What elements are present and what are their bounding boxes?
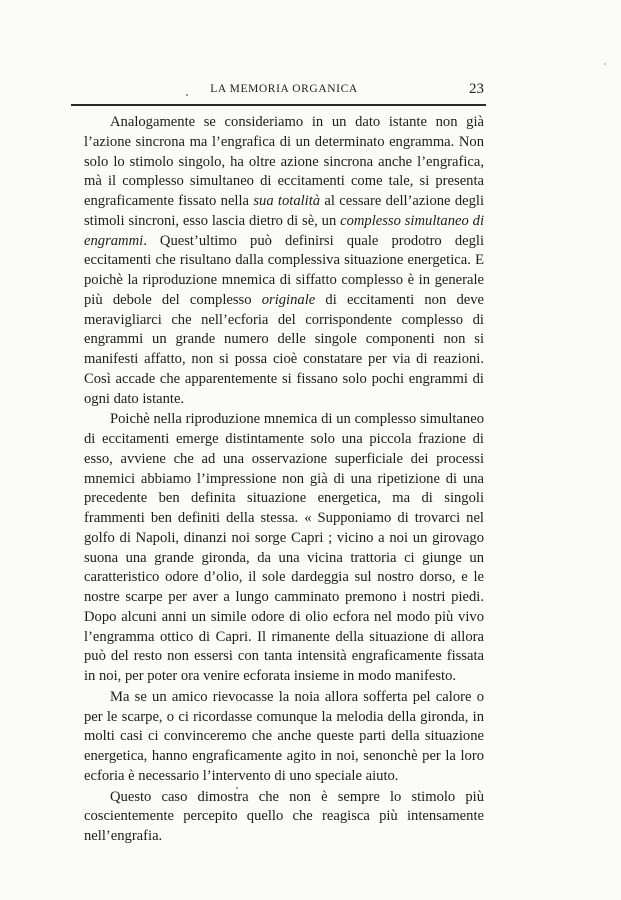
italic-run: originale: [261, 291, 316, 308]
text-run: Ma se un amico rievocasse la noia allora sofferta pel calore o per le scarpe, o ci ricordasse comunque la melodia della gironda, in molti casi ci convinceremo che anche queste parti della situazione energetica, hanno engraficamente agito in noi, senonchè per la loro ecforia è necessario l’intervento di uno speciale aiuto.: [84, 688, 484, 784]
italic-run: sua totalità: [253, 193, 321, 209]
header-rule: [71, 104, 486, 106]
paragraph: [84, 410, 484, 687]
paper-speck: [186, 94, 188, 96]
page-number: 23: [469, 81, 484, 97]
text-run: Analogamente se consideriamo in un dato istante non già l’azione sincrona ma l’engrafica di un determinato engramma. Non solo lo stimolo singolo, ha oltre azione sincrona anche l’engrafica, mà il complesso simultaneo di eccitamenti come tale, si presenta engraficamente fissato nella: [84, 114, 484, 209]
body-text: [84, 113, 484, 847]
text-run: Questo caso dimostra che non è sempre lo stimolo più coscientemente percepito quello che reagisca più intensamente nell’engrafia.: [84, 788, 484, 844]
text-run: al cessare dell’azione degli stimoli sincroni, esso lascia dietro di sè, un: [84, 193, 485, 229]
italic-run: complesso simultaneo di engrammi: [84, 212, 484, 249]
text-run: di eccitamenti non deve meravigliarci che nell’ecforia del corrispondente complesso di engrammi un grande numero delle singole componenti non si manifesti affatto, non si possa cioè constatare per via di reazioni. Così accade che apparentemente si fissano solo pochi engrammi di ogni dato istante.: [84, 291, 484, 407]
text-run: . Quest’ultimo può definirsi quale prodotro degli eccitamenti che risultano dalla complessiva situazione energetica. E poichè la riproduzione mnemica di siffatto complesso è in generale più debole del complesso: [84, 232, 484, 308]
text-run: Poichè nella riproduzione mnemica di un complesso simultaneo di eccitamenti emerge distintamente solo una piccola frazione di esso, avviene che ad una osservazione superficiale dei processi mnemici abbiamo l’impressione non già di una ripetizione di una precedente ben definita situazione energetica, ma di singoli frammenti ben definiti della stessa. « Supponiamo di trovarci nel golfo di Napoli, dinanzi noi sorge Capri ; vicino a noi un girovago suona una grande gironda, da una vicina trattoria ci giunge un caratteristico odore d’olio, il sole dardeggia sul nostro dorso, e le nostre scarpe per aver a lungo camminato premono i nostri piedi. Dopo alcuni anni un simile odore di olio ecfora nel modo più vivo l’engramma ottico di Capri. Il rimanente della situazione di allora può del resto non essersi con tanta intensità engraficamente fissata in noi, per poter ora venire ecforata insieme in modo manifesto.: [84, 411, 484, 684]
paragraph: [84, 113, 484, 409]
running-title: LA MEMORIA ORGANICA: [210, 83, 358, 95]
paragraph: [84, 688, 484, 787]
paper-speck: [236, 787, 238, 789]
paper-speck: [604, 63, 606, 65]
page-header: [84, 83, 484, 101]
paragraph: [84, 788, 484, 847]
